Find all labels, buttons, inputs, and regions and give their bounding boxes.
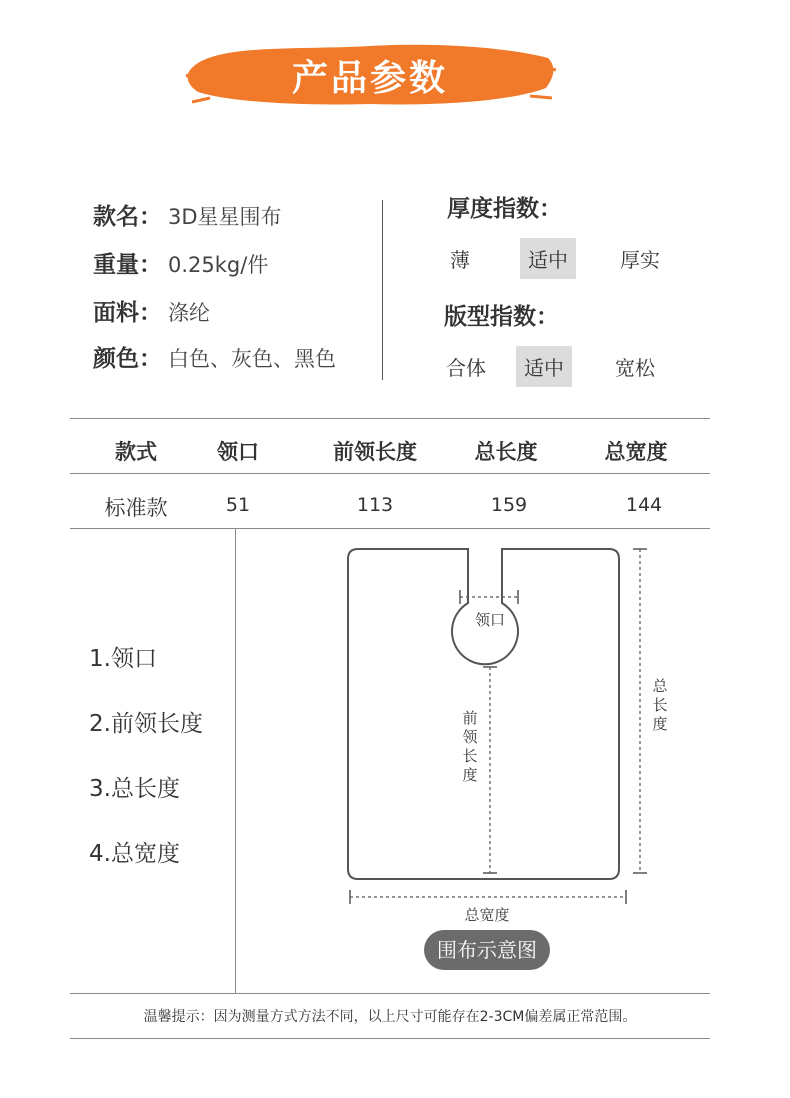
legend-item-front-neck-length: 2.前领长度 [89,711,203,737]
spec-label: 款名： [93,204,162,230]
table-header-style: 款式 [115,440,157,464]
neck-label: 领口 [474,611,506,629]
footer-top-border [70,993,710,994]
diagram-column-divider [235,528,236,993]
table-row-divider [70,528,710,529]
front-neck-label-char: 度 [462,766,478,784]
diagram-badge: 围布示意图 [424,930,550,970]
front-neck-label-char: 长 [462,747,478,765]
bib-diagram [330,535,690,935]
table-header-divider [70,473,710,474]
footer-bottom-border [70,1038,710,1039]
fit-index-title: 版型指数： [444,304,559,330]
total-length-label-char: 总 [652,677,668,695]
table-header-neck: 领口 [217,440,259,464]
table-cell-front-neck-length: 113 [356,494,394,516]
fit-option-medium-selected: 适中 [516,346,572,387]
spec-divider [382,200,383,380]
spec-label: 重量： [93,252,162,278]
table-cell-neck: 51 [225,494,251,516]
spec-value: 3D星星围布 [168,205,282,229]
spec-value: 白色、灰色、黑色 [168,347,336,371]
total-length-vertical-label [652,677,668,733]
table-top-border [70,418,710,419]
table-cell-total-width: 144 [625,494,663,516]
spec-label: 面料： [93,300,162,326]
front-neck-label-char: 前 [462,709,478,727]
fit-option-fitted: 合体 [446,356,486,380]
front-neck-label-char: 领 [462,728,478,746]
spec-value: 涤纶 [168,301,210,325]
fit-option-loose: 宽松 [615,356,655,380]
total-length-label-char: 度 [652,715,668,733]
total-width-label: 总宽度 [464,906,510,924]
thickness-index-title: 厚度指数： [447,196,562,222]
table-header-total-width: 总宽度 [604,440,668,464]
table-header-front-neck-length: 前领长度 [333,440,417,464]
total-length-label-char: 长 [652,696,668,714]
table-cell-style: 标准款 [104,496,168,520]
legend-item-total-width: 4.总宽度 [89,841,180,867]
front-neck-vertical-label [462,709,478,784]
spec-label: 颜色： [93,346,162,372]
spec-fabric [93,294,210,327]
spec-style-name [93,198,282,231]
page-title: 产品参数 [291,58,448,99]
thickness-option-medium-selected: 适中 [520,238,576,279]
bib-diagram-svg [330,535,690,935]
bib-outline [348,549,619,879]
table-header-total-length: 总长度 [474,440,538,464]
spec-weight [93,246,268,279]
footer-note: 温馨提示：因为测量方式方法不同，以上尺寸可能存在2-3CM偏差属正常范围。 [143,1009,637,1025]
thickness-option-thin: 薄 [450,248,470,272]
thickness-option-thick: 厚实 [620,248,660,272]
legend-item-neck: 1.领口 [89,646,157,672]
spec-value: 0.25kg/件 [168,253,269,277]
table-cell-total-length: 159 [490,494,528,516]
legend-item-total-length: 3.总长度 [89,776,180,802]
spec-color [93,340,336,373]
